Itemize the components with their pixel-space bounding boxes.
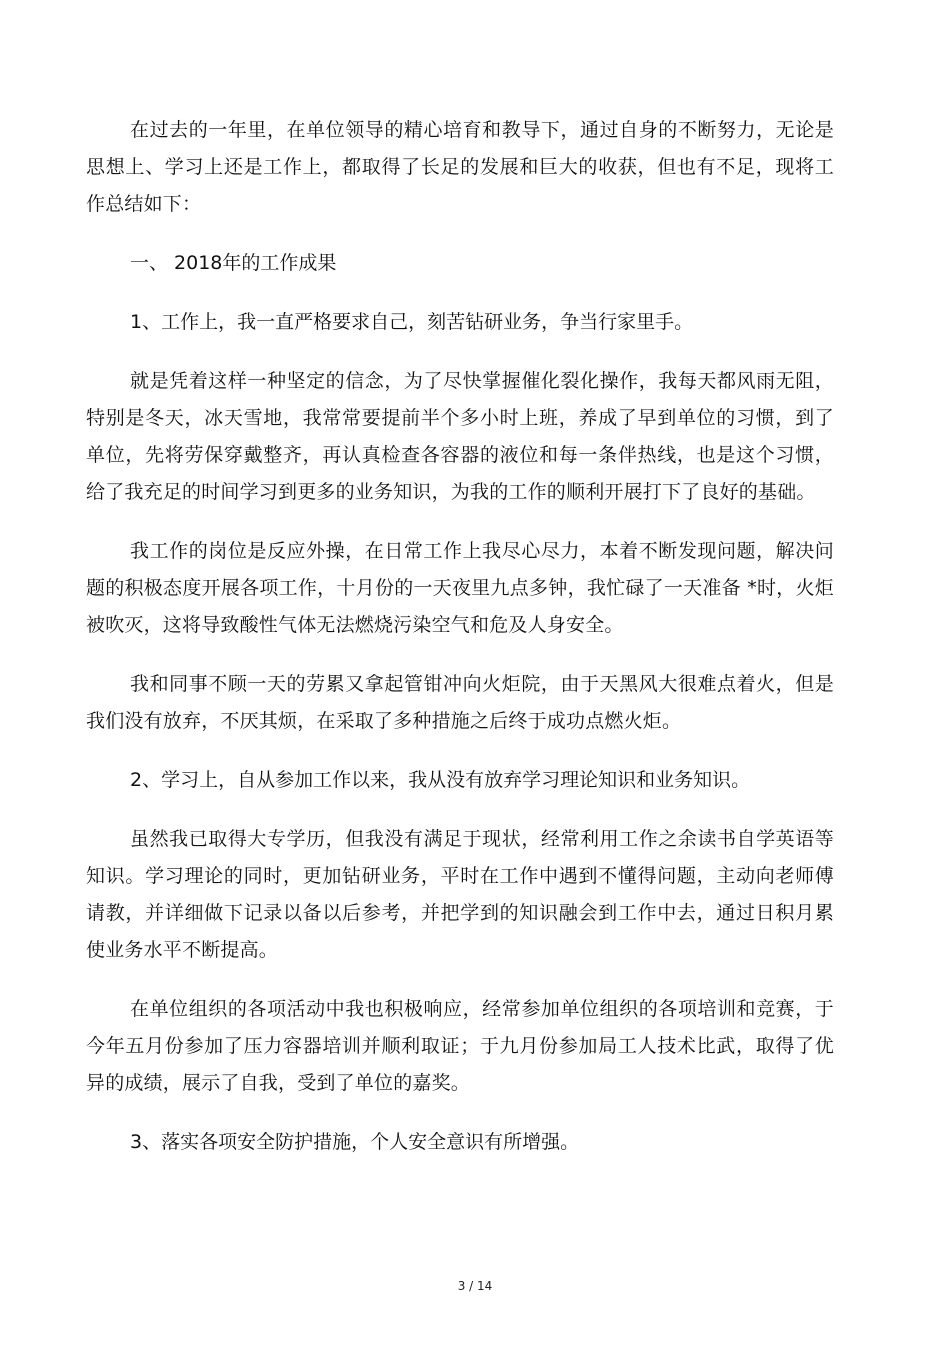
work-paragraph-1: 就是凭着这样一种坚定的信念，为了尽快掌握催化裂化操作，我每天都风雨无阻，特别是冬天，冰天雪地，我常常要提前半个多小时上班，养成了早到单位的习惯，到了单位，先将劳保穿戴整齐，再认真检查各容器的液位和每一条伴热线，也是这个习惯，给了我充足的时间学习到更多的业务知识，为我的工作的顺利开展打下了良好的基础。	[86, 370, 834, 503]
work-paragraph-3: 我和同事不顾一天的劳累又拿起管钳冲向火炬院，由于天黑风大很难点着火，但是我们没有放弃，不厌其烦，在采取了多种措施之后终于成功点燃火炬。	[86, 673, 834, 732]
document-body	[86, 112, 834, 1183]
item-heading-3: 3、落实各项安全防护措施，个人安全意识有所增强。	[130, 1131, 580, 1153]
item-heading-2: 2、学习上，自从参加工作以来，我从没有放弃学习理论知识和业务知识。	[130, 769, 751, 791]
work-paragraph-2: 我工作的岗位是反应外操，在日常工作上我尽心尽力，本着不断发现问题，解决问题的积极态度开展各项工作，十月份的一天夜里九点多钟，我忙碌了一天准备 *时，火炬被吹灭，这将导致酸性气体无法燃烧污染空气和危及人身安全。	[86, 540, 834, 636]
study-paragraph-1: 虽然我已取得大专学历，但我没有满足于现状，经常利用工作之余读书自学英语等知识。学习理论的同时，更加钻研业务，平时在工作中遇到不懂得问题，主动向老师傅请教，并详细做下记录以备以后参考，并把学到的知识融会到工作中去，通过日积月累使业务水平不断提高。	[86, 828, 834, 961]
page-indicator: 3 / 14	[457, 1279, 493, 1293]
section-heading-1: 一、 2018年的工作成果	[130, 252, 337, 274]
study-paragraph-2: 在单位组织的各项活动中我也积极响应，经常参加单位组织的各项培训和竞赛，于今年五月份参加了压力容器培训并顺利取证；于九月份参加局工人技术比武，取得了优异的成绩，展示了自我，受到了单位的嘉奖。	[86, 998, 834, 1094]
item-heading-1: 1、工作上，我一直严格要求自己，刻苦钻研业务，争当行家里手。	[130, 311, 694, 333]
intro-paragraph: 在过去的一年里，在单位领导的精心培育和教导下，通过自身的不断努力，无论是思想上、学习上还是工作上，都取得了长足的发展和巨大的收获，但也有不足，现将工作总结如下：	[86, 119, 834, 215]
